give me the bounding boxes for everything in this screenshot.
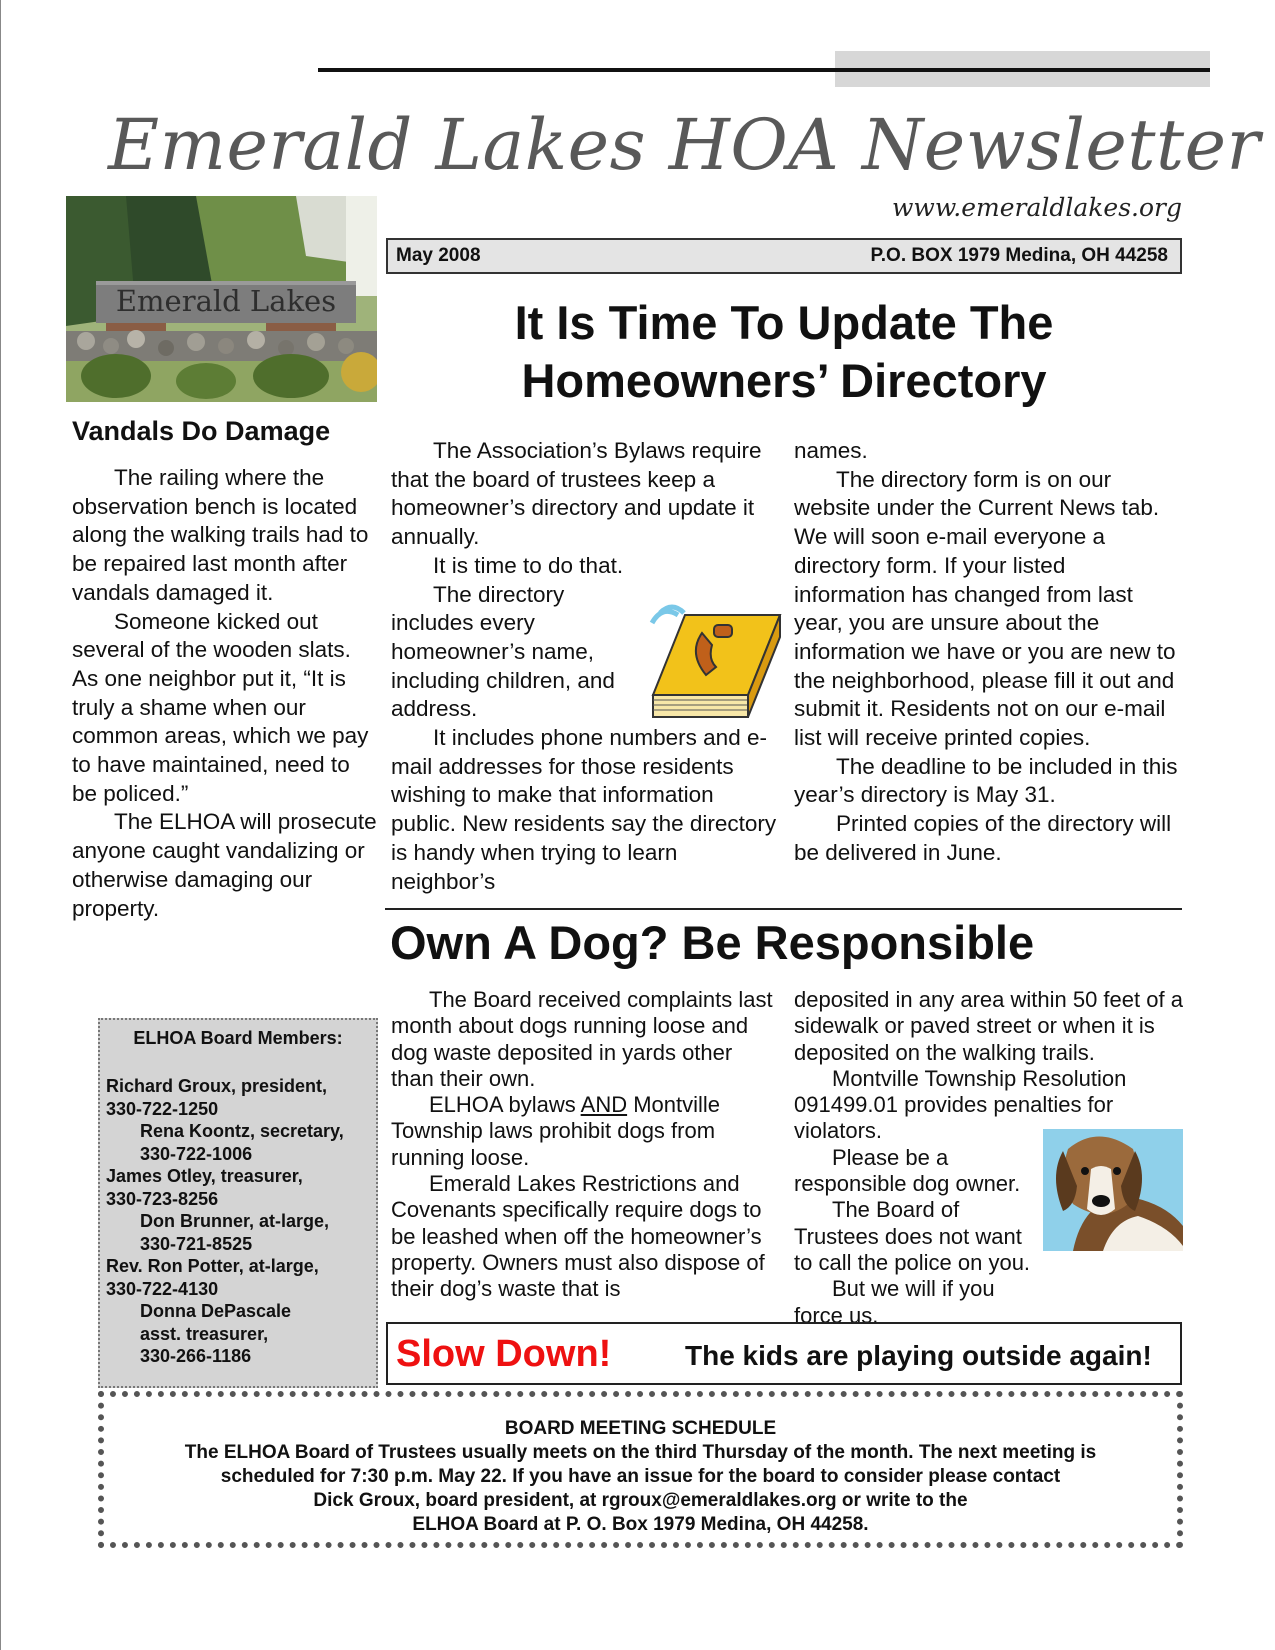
board-members-title: ELHOA Board Members: <box>133 1028 343 1048</box>
dog-paragraph: Montville Township Resolution 091499.01 provides penalties for violators. <box>794 1065 1127 1144</box>
slow-down-heading: Slow Down! <box>396 1333 612 1375</box>
dog-column-1 <box>391 987 779 1303</box>
board-member-line: 330-722-4130 <box>106 1278 219 1299</box>
section-divider <box>385 908 1182 910</box>
vandals-story <box>72 464 377 923</box>
dog-paragraph-text: ELHOA bylaws <box>429 1092 581 1118</box>
page-edge <box>0 0 1 1650</box>
board-members-list <box>106 1075 344 1368</box>
dog-continued: deposited in any area within 50 feet of a sidewalk or paved street or when it is deposited on the walking trails. <box>794 987 1183 1065</box>
emphasis-and: AND <box>580 1092 628 1118</box>
sign-text: Emerald Lakes <box>115 284 337 318</box>
masthead-rule <box>318 68 1210 72</box>
vandals-paragraph: The ELHOA will prosecute anyone caught vandalizing or otherwise damaging our property. <box>72 809 377 921</box>
board-member-line: Donna DePascale <box>140 1301 292 1321</box>
board-member-line: asst. treasurer, <box>140 1323 269 1344</box>
directory-paragraph: The directory form is on our website under the Current News tab. We will soon e-mail everyone a directory form. If your listed information has changed from last year, you are unsure about the information we have or you are new to the neighborhood, please fill it out and submit it. Residents not on our e-mail list will receive printed copies. <box>794 466 1176 751</box>
mailing-address: P.O. BOX 1979 Medina, OH 44258 <box>870 245 1168 266</box>
vandals-heading: Vandals Do Damage <box>72 416 331 446</box>
board-member-line: 330-266-1186 <box>140 1346 252 1366</box>
board-member-line: 330-722-1006 <box>140 1143 253 1164</box>
directory-paragraph: The directory includes every homeowner’s name, including children, and address. <box>391 581 615 722</box>
slow-down-message: The kids are playing outside again! <box>685 1340 1152 1371</box>
meeting-line: The ELHOA Board of Trustees usually meets on the third Thursday of the month. The next meeting is <box>184 1442 1097 1463</box>
directory-paragraph: It is time to do that. <box>433 552 624 578</box>
phone-book-icon <box>640 595 790 725</box>
slow-down-notice <box>386 1322 1182 1385</box>
directory-continued: names. <box>794 438 868 463</box>
dog-paragraph: Please be a responsible dog owner. <box>794 1144 1021 1197</box>
directory-headline: It Is Time To Update The Homeowners’ Directory <box>514 296 1054 407</box>
dog-paragraph <box>391 1092 779 1171</box>
board-member-line: James Otley, treasurer, <box>106 1166 303 1186</box>
newsletter-title: Emerald Lakes HOA Newsletter <box>108 104 1261 186</box>
issue-date: May 2008 <box>396 245 481 266</box>
directory-paragraph: It includes phone numbers and e-mail addresses for those residents wishing to make that information public. New residents say the directory is handy when trying to learn neighbor’s <box>391 725 777 894</box>
directory-paragraph: Printed copies of the directory will be delivered in June. <box>794 811 1172 865</box>
directory-column-2 <box>794 437 1182 868</box>
meeting-line: Dick Groux, board president, at rgroux@emeraldlakes.org or write to the <box>313 1490 968 1511</box>
beagle-icon <box>1043 1129 1183 1251</box>
entrance-sign-photo <box>66 196 377 402</box>
board-member-line: Don Brunner, at-large, <box>140 1211 330 1231</box>
directory-paragraph: The Association’s Bylaws require that the board of trustees keep a homeowner’s directory and update it annually. <box>391 438 762 550</box>
dog-paragraph: The Board received complaints last month about dogs running loose and dog waste deposited in yards other than their own. <box>391 987 773 1091</box>
dog-paragraph: The Board of Trustees does not want to call the police on you. <box>794 1197 1031 1275</box>
meeting-line: ELHOA Board at P. O. Box 1979 Medina, OH 44258. <box>412 1514 869 1535</box>
board-members-panel <box>98 1018 378 1388</box>
meeting-line: scheduled for 7:30 p.m. May 22. If you have an issue for the board to consider please contact <box>220 1466 1061 1487</box>
board-member-line: Rev. Ron Potter, at-large, <box>106 1256 319 1276</box>
board-member-line: 330-723-8256 <box>106 1188 219 1209</box>
issue-info-bar <box>386 238 1182 274</box>
meeting-schedule-title: BOARD MEETING SCHEDULE <box>504 1418 777 1439</box>
vandals-paragraph: Someone kicked out several of the wooden slats. As one neighbor put it, “It is truly a shame when our common areas, which we pay to have maintained, need to be policed.” <box>72 608 369 806</box>
board-member-line: Richard Groux, president, <box>106 1076 328 1096</box>
dog-paragraph: But we will if you force us. <box>794 1276 995 1328</box>
vandals-paragraph: The railing where the observation bench is located along the walking trails had to be repaired last month after vandals damaged it. <box>72 465 369 605</box>
dog-paragraph: Emerald Lakes Restrictions and Covenants specifically require dogs to be leashed when off the homeowner’s property. Owners must also dispose of their dog’s waste that is <box>391 1171 765 1302</box>
meeting-schedule-text <box>104 1417 1177 1537</box>
dog-headline: Own A Dog? Be Responsible <box>390 916 1035 969</box>
website-url: www.emeraldlakes.org <box>892 193 1182 222</box>
directory-paragraph: The deadline to be included in this year’s directory is May 31. <box>794 753 1178 808</box>
board-member-line: 330-721-8525 <box>140 1233 253 1254</box>
dog-paragraph-text: Montville Township laws prohibit dogs from running loose. <box>391 1092 721 1170</box>
board-member-line: Rena Koontz, secretary, <box>140 1121 344 1141</box>
meeting-schedule-box <box>98 1391 1183 1548</box>
board-member-line: 330-722-1250 <box>106 1098 219 1119</box>
